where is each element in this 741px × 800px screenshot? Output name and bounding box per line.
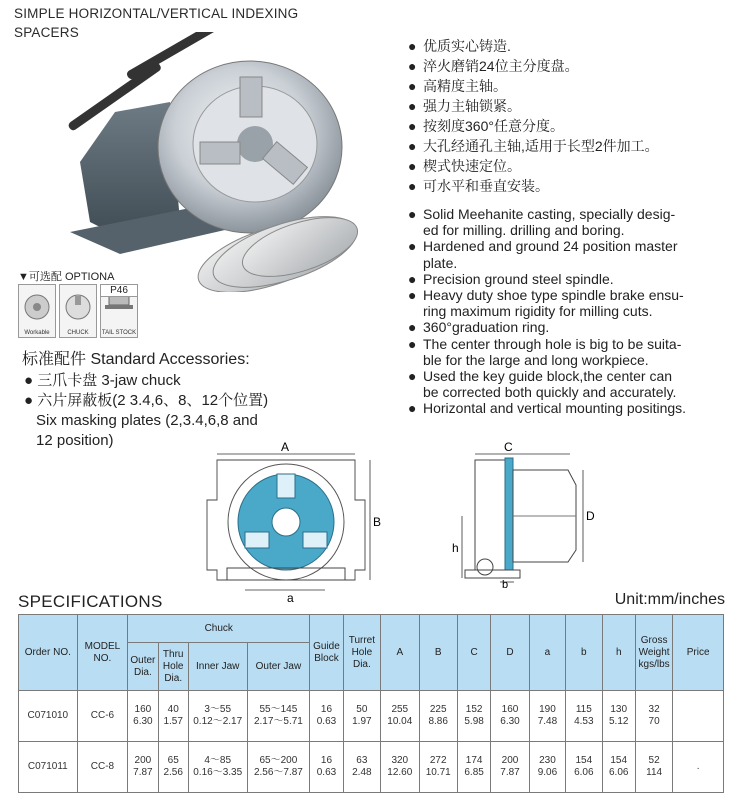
table-cell: 154 6.06 — [566, 742, 602, 793]
feature-item: ● 大孔经通孔主轴,适用于长型2件加工。 — [408, 138, 659, 154]
col-order: Order NO. — [19, 615, 78, 691]
feature-item: ● 高精度主轴。 — [408, 78, 507, 94]
workable-icon — [19, 285, 55, 325]
table-cell: 152 5.98 — [457, 691, 490, 742]
standard-accessories — [24, 350, 268, 451]
table-cell: 225 8.86 — [419, 691, 457, 742]
dim-label-D: D — [586, 509, 595, 523]
features-chinese — [408, 36, 659, 196]
table-cell: 174 6.85 — [457, 742, 490, 793]
table-cell: 16 0.63 — [310, 742, 343, 793]
optional-thumbnails — [18, 284, 138, 338]
table-cell: 32 70 — [635, 691, 672, 742]
table-cell: 320 12.60 — [381, 742, 419, 793]
col-A: A — [381, 615, 419, 691]
front-view-drawing — [205, 440, 390, 605]
table-cell: 115 4.53 — [566, 691, 602, 742]
unit-label: Unit:mm/inches — [614, 591, 725, 608]
dim-label-b: b — [502, 579, 509, 590]
optional-thumb-tailstock: P46 TAIL STOCK — [101, 285, 137, 336]
table-cell: 63 2.48 — [343, 742, 380, 793]
optional-label: ▼可选配 OPTIONA — [18, 271, 115, 283]
col-b: b — [566, 615, 602, 691]
feature-item: ● 按刻度360°任意分度。 — [408, 118, 564, 134]
dim-label-a: a — [287, 591, 294, 605]
table-cell: CC-6 — [77, 691, 128, 742]
dim-label-A: A — [281, 440, 290, 454]
col-model: MODEL NO. — [77, 615, 128, 691]
feature-item: ● Horizontal and vertical mounting positings. — [408, 400, 687, 417]
table-cell: 50 1.97 — [343, 691, 380, 742]
table-cell: . — [673, 742, 724, 793]
table-cell: 200 7.87 — [128, 742, 158, 793]
col-turret: Turret Hole Dia. — [343, 615, 380, 691]
dim-label-h: h — [452, 541, 459, 555]
table-cell: 154 6.06 — [602, 742, 635, 793]
accessories-heading: 标准配件 Standard Accessories: — [22, 351, 250, 368]
feature-item: ● 楔式快速定位。 — [408, 158, 521, 174]
table-cell: 230 9.06 — [529, 742, 565, 793]
table-cell: C071010 — [19, 691, 78, 742]
table-cell: 16 0.63 — [310, 691, 343, 742]
col-outer-dia: Outer Dia. — [128, 643, 158, 691]
table-row — [19, 691, 724, 742]
feature-item: ● Solid Meehanite casting, specially desig- ed for milling. drilling and boring. — [408, 206, 676, 239]
table-cell: C071011 — [19, 742, 78, 793]
feature-item: ● 强力主轴锁紧。 — [408, 98, 521, 114]
col-thru-hole: Thru Hole Dia. — [158, 643, 188, 691]
table-cell: 130 5.12 — [602, 691, 635, 742]
col-price: Price — [673, 615, 724, 691]
col-C: C — [457, 615, 490, 691]
chuck-icon — [60, 285, 96, 325]
feature-item: ● 可水平和垂直安装。 — [408, 178, 549, 194]
feature-item: ● Used the key guide block,the center can be corrected both quickly and accurately. — [408, 368, 677, 401]
accessory-item-cont: 12 position) — [36, 432, 114, 449]
col-gross: Gross Weight kgs/lbs — [635, 615, 672, 691]
table-cell: 40 1.57 — [158, 691, 188, 742]
table-cell: 3～55 0.12～2.17 — [188, 691, 247, 742]
feature-item: ● 淬火磨销24位主分度盘。 — [408, 58, 579, 74]
table-cell: CC-8 — [77, 742, 128, 793]
col-guide: Guide Block — [310, 615, 343, 691]
table-cell: 65～200 2.56～7.87 — [247, 742, 310, 793]
page-title: SIMPLE HORIZONTAL/VERTICAL INDEXING SPACERS — [14, 6, 299, 40]
side-view-drawing — [450, 440, 605, 590]
specifications-table — [18, 614, 724, 793]
feature-item: ● 优质实心铸造. — [408, 38, 511, 54]
dim-label-B: B — [373, 515, 382, 529]
optional-thumb-workable: Workable — [18, 284, 56, 338]
table-cell: 52 114 — [635, 742, 672, 793]
col-outer-jaw: Outer Jaw — [247, 643, 310, 691]
feature-item: ● The center through hole is big to be suita- ble for the large and long workpiece. — [408, 335, 682, 368]
feature-item: ● Heavy duty shoe type spindle brake ensu- ring maximum rigidity for milling cuts. — [408, 287, 684, 320]
col-inner-jaw: Inner Jaw — [188, 643, 247, 691]
col-chuck: Chuck — [128, 615, 310, 643]
table-cell: 200 7.87 — [491, 742, 529, 793]
table-cell: 160 6.30 — [491, 691, 529, 742]
col-D: D — [491, 615, 529, 691]
table-cell — [673, 691, 724, 742]
feature-item: ● Precision ground steel spindle. — [408, 270, 614, 287]
table-cell: 190 7.48 — [529, 691, 565, 742]
dim-label-C: C — [504, 440, 513, 454]
feature-item: ● 360°graduation ring. — [408, 319, 550, 336]
accessory-item: ● 三爪卡盘 3-jaw chuck — [24, 372, 181, 389]
specifications-title: SPECIFICATIONS — [18, 592, 163, 611]
col-B: B — [419, 615, 457, 691]
feature-item: ● Hardened and ground 24 position master plate. — [408, 238, 678, 271]
accessory-item-cont: Six masking plates (2,3.4,6,8 and — [36, 412, 258, 429]
col-a: a — [529, 615, 565, 691]
table-row — [19, 742, 724, 793]
table-cell: 4～85 0.16～3.35 — [188, 742, 247, 793]
table-cell: 272 10.71 — [419, 742, 457, 793]
accessory-item: ● 六片屏蔽板(2 3.4,6、8、12个位置) — [24, 392, 269, 409]
table-cell: 160 6.30 — [128, 691, 158, 742]
col-h: h — [602, 615, 635, 691]
table-cell: 255 10.04 — [381, 691, 419, 742]
features-english — [408, 206, 726, 417]
table-cell: 65 2.56 — [158, 742, 188, 793]
optional-thumb-chuck: CHUCK — [59, 284, 97, 338]
table-cell: 55～145 2.17～5.71 — [247, 691, 310, 742]
product-photo — [60, 32, 360, 292]
